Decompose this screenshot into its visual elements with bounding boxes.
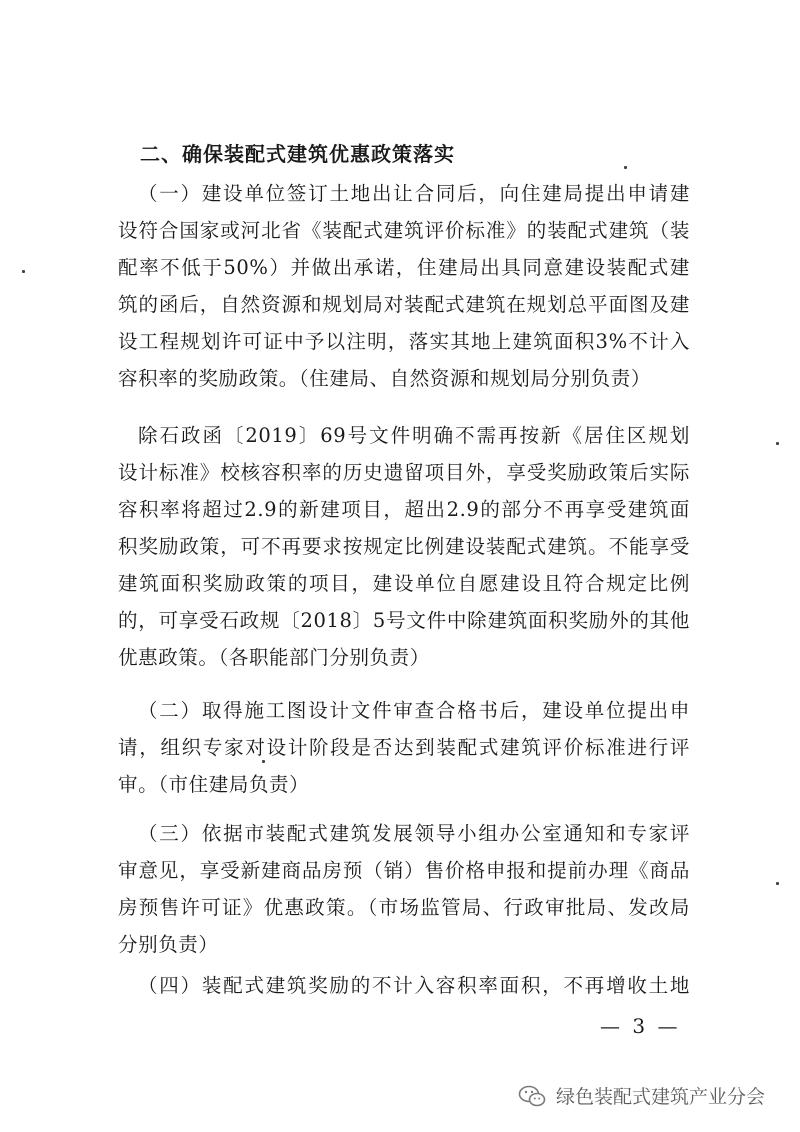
paragraph-4-line-2: 审意见，享受新建商品房预（销）售价格申报和提前办理《商品 — [118, 859, 690, 882]
paragraph-2-line-2: 设计标准》校核容积率的历史遗留项目外，享受奖励政策后实际 — [118, 461, 690, 484]
watermark-text: 绿色装配式建筑产业分会 — [556, 1086, 766, 1108]
paragraph-4-line-3: 房预售许可证》优惠政策。（市场监管局、行政审批局、发改局 — [118, 896, 690, 919]
paragraph-3-line-1: （二）取得施工图设计文件审查合格书后，建设单位提出申 — [138, 699, 690, 722]
scan-speck — [262, 760, 265, 763]
scan-speck — [22, 270, 25, 273]
paragraph-4-line-1: （三）依据市装配式建筑发展领导小组办公室通知和专家评 — [138, 822, 690, 845]
watermark — [518, 1082, 765, 1109]
scan-speck — [776, 882, 779, 885]
scan-speck — [776, 442, 779, 445]
paragraph-1-line-4: 筑的函后，自然资源和规划局对装配式建筑在规划总平面图及建 — [118, 293, 690, 316]
wechat-icon — [518, 1084, 546, 1108]
paragraph-2-line-7: 优惠政策。（各职能部门分别负责） — [118, 646, 430, 669]
paragraph-3-line-3: 审。（市住建局负责） — [118, 773, 310, 796]
paragraph-1-line-2: 设符合国家或河北省《装配式建筑评价标准》的装配式建筑（装 — [118, 219, 690, 242]
page-number: — 3 — — [600, 1014, 681, 1038]
paragraph-2-line-1: 除石政函〔2019〕69号文件明确不需再按新《居住区规划 — [138, 424, 690, 447]
paragraph-1-line-3: 配率不低于50%）并做出承诺，住建局出具同意建设装配式建 — [118, 256, 690, 279]
scan-speck — [624, 166, 627, 169]
paragraph-1-line-1: （一）建设单位签订土地出让合同后，向住建局提出申请建 — [138, 182, 690, 205]
paragraph-1-line-6: 容积率的奖励政策。（住建局、自然资源和规划局分别负责） — [118, 367, 651, 390]
paragraph-2-line-4: 积奖励政策，可不再要求按规定比例建设装配式建筑。不能享受 — [118, 535, 690, 558]
section-heading: 二、确保装配式建筑优惠政策落实 — [140, 142, 455, 166]
paragraph-2-line-5: 建筑面积奖励政策的项目，建设单位自愿建设且符合规定比例 — [118, 572, 690, 595]
paragraph-3-line-2: 请，组织专家对设计阶段是否达到装配式建筑评价标准进行评 — [118, 736, 690, 759]
paragraph-5-line-1: （四）装配式建筑奖励的不计入容积率面积，不再增收土地 — [138, 974, 690, 997]
paragraph-1-line-5: 设工程规划许可证中予以注明，落实其地上建筑面积3%不计入 — [118, 330, 690, 353]
paragraph-4-line-4: 分别负责） — [118, 933, 219, 956]
paragraph-2-line-6: 的，可享受石政规〔2018〕5号文件中除建筑面积奖励外的其他 — [118, 609, 690, 632]
paragraph-2-line-3: 容积率将超过2.9的新建项目，超出2.9的部分不再享受建筑面 — [118, 498, 690, 521]
